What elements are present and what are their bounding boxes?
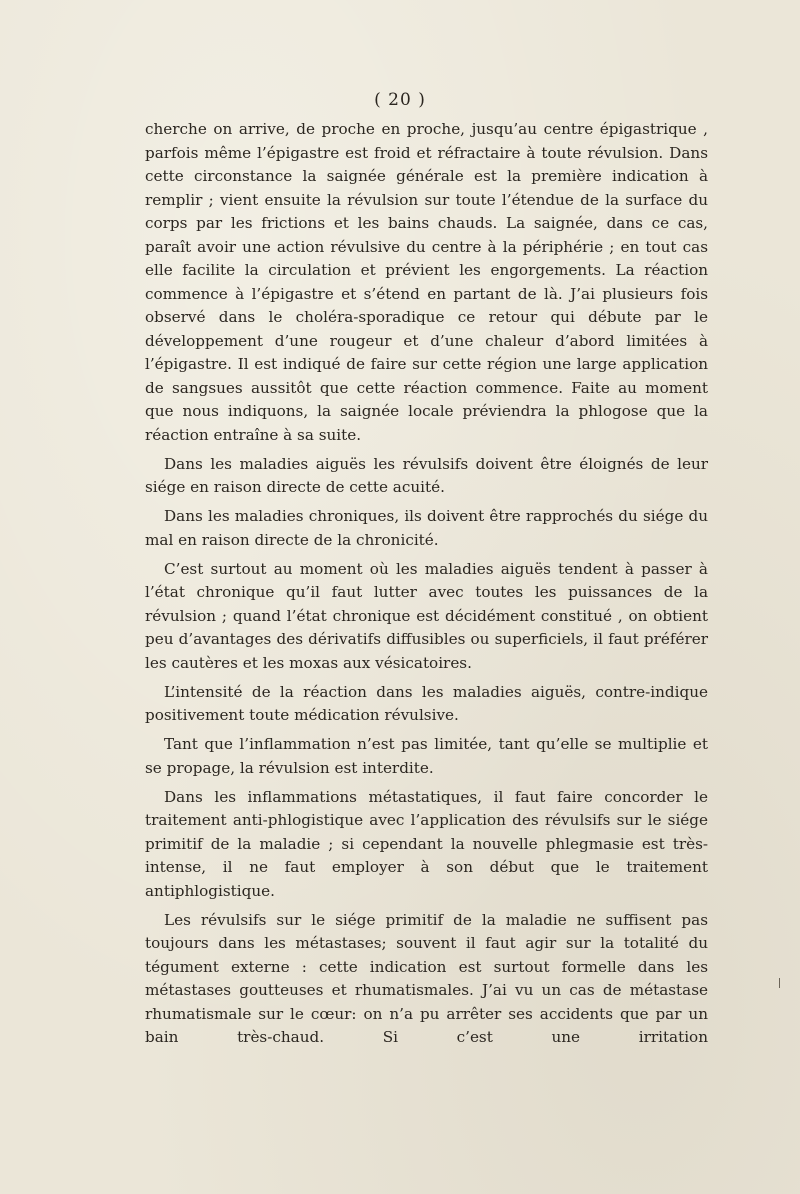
paragraph-5: L’intensité de la réaction dans les maladies aiguës, contre-indique positivement toute médication révulsive. [145,682,708,724]
body-text [145,118,708,1055]
paragraph-3: Dans les maladies chroniques, ils doivent être rapprochés du siége du mal en raison directe de la chronicité. [145,507,708,549]
paragraph-7: Dans les inflammations métastatiques, il faut faire concorder le traitement anti-phlogistique avec l’application des révulsifs sur le siége primitif de la maladie ; si cependant la nouvelle phlegmasie est très-intense, il ne faut employer à son début que le traitement antiphlogistique. [145,787,708,900]
paragraph-4: C’est surtout au moment où les maladies aiguës tendent à passer à l’état chronique qu’il faut lutter avec toutes les puissances de la révulsion ; quand l’état chronique est décidément constitué , on obtient peu d’avantages des dérivatifs diffusibles ou superficiels, il faut préférer les cautères et les moxas aux vésicatoires. [145,559,708,672]
page-number: ( 20 ) [374,90,426,110]
margin-mark [779,978,780,988]
paragraph-8: Les révulsifs sur le siége primitif de la maladie ne suffisent pas toujours dans les métastases; souvent il faut agir sur la totalité du tégument externe : cette indication est surtout formelle dans les métastases goutteuses et rhumatismales. J’ai vu un cas de métastase rhumatismale sur le cœur: on n’a pu arrêter ses accidents que par un bain très-chaud. Si c’est une irritation [145,910,708,1046]
paragraph-2: Dans les maladies aiguës les révulsifs doivent être éloignés de leur siége en raison directe de cette acuité. [145,454,708,496]
paragraph-6: Tant que l’inflammation n’est pas limitée, tant qu’elle se multiplie et se propage, la révulsion est interdite. [145,735,708,777]
paragraph-1: cherche on arrive, de proche en proche, jusqu’au centre épigastrique , parfois même l’épigastre est froid et réfractaire à toute révulsion. Dans cette circonstance la saignée générale est la première indication à remplir ; vient ensuite la révulsion sur toute l’étendue de la surface du corps par les frictions et les bains chauds. La saignée, dans ce cas, paraît avoir une action révulsive du centre à la périphérie ; en tout cas elle facilite la circulation et prévient les engorgements. La réaction commence à l’épigastre et s’étend en partant de là. J’ai plusieurs fois observé dans le choléra-sporadique ce retour qui débute par le développement d’une rougeur et d’une chaleur d’abord limitées à l’épigastre. Il est indiqué de faire sur cette région une large application de sangsues aussitôt que cette réaction commence. Faite au moment que nous indiquons, la saignée locale préviendra la phlogose que la réaction entraîne à sa suite. [145,120,708,444]
